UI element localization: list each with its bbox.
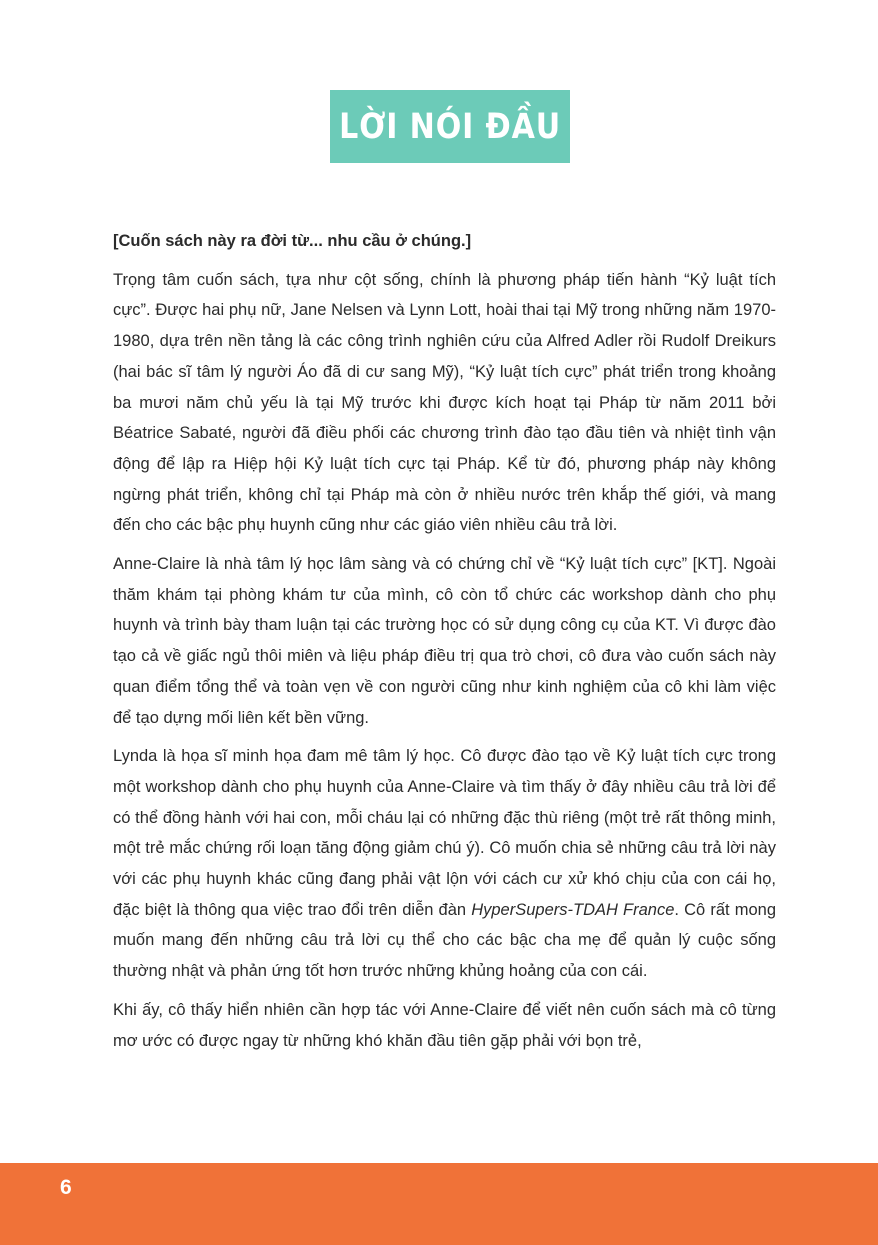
chapter-title-banner <box>330 90 570 163</box>
forum-name: HyperSupers-TDAH France <box>471 900 675 919</box>
body-text <box>113 226 776 1064</box>
paragraph-2: Anne-Claire là nhà tâm lý học lâm sàng và có chứng chỉ về “Kỷ luật tích cực” [KT]. Ngoài thăm khám tại phòng khám tư của mình, cô còn tổ chức các workshop dành cho phụ huynh và trình bày tham luận tại các trường học có sử dụng công cụ của KT. Vì được đào tạo cả về giấc ngủ thôi miên và liệu pháp điều trị qua trò chơi, cô đưa vào cuốn sách này quan điểm tổng thể và toàn vẹn về con người cũng như kinh nghiệm của cô khi làm việc để tạo dựng mối liên kết bền vững. <box>113 555 776 727</box>
page-number: 6 <box>60 1176 72 1199</box>
paragraph-3-text-end: . Cô rất mong muốn mang đến những câu trả lời cụ thể cho các bậc cha mẹ để quản lý cuộc sống thường nhật và phản ứng tốt hơn trước những khủng hoảng của con cái. <box>113 900 776 981</box>
chapter-title: LỜI NÓI ĐẦU <box>338 106 562 147</box>
page-footer-band <box>0 1163 878 1245</box>
paragraph-1: Trọng tâm cuốn sách, tựa như cột sống, chính là phương pháp tiến hành “Kỷ luật tích cực”. Được hai phụ nữ, Jane Nelsen và Lynn Lott, hoài thai tại Mỹ trong những năm 1970-1980, dựa trên nền tảng là các công trình nghiên cứu của Alfred Adler rồi Rudolf Dreikurs (hai bác sĩ tâm lý người Áo đã di cư sang Mỹ), “Kỷ luật tích cực” phát triển trong khoảng ba mươi năm chủ yếu là tại Mỹ trước khi được kích hoạt tại Pháp từ năm 2011 bởi Béatrice Sabaté, người đã điều phối các chương trình đào tạo đầu tiên và nhiệt tình vận động để lập ra Hiệp hội Kỷ luật tích cực tại Pháp. Kể từ đó, phương pháp này không ngừng phát triển, không chỉ tại Pháp mà còn ở nhiều nước trên khắp thế giới, và mang đến cho các bậc phụ huynh cũng như các giáo viên nhiều câu trả lời. <box>113 270 776 535</box>
paragraph-3-text-start: Lynda là họa sĩ minh họa đam mê tâm lý học. Cô được đào tạo về Kỷ luật tích cực trong một workshop dành cho phụ huynh của Anne-Claire và tìm thấy ở đây nhiều câu trả lời để có thể đồng hành với hai con, mỗi cháu lại có những đặc thù riêng (một trẻ rất thông minh, một trẻ mắc chứng rối loạn tăng động giảm chú ý). Cô muốn chia sẻ những câu trả lời này với các phụ huynh khác cũng đang phải vật lộn với cách cư xử khó chịu của con cái họ, đặc biệt là thông qua việc trao đổi trên diễn đàn <box>113 747 776 919</box>
intro-lead: [Cuốn sách này ra đời từ... nhu cầu ở chúng.] <box>113 232 472 250</box>
paragraph-4: Khi ấy, cô thấy hiển nhiên cần hợp tác với Anne-Claire để viết nên cuốn sách mà cô từng mơ ước có được ngay từ những khó khăn đầu tiên gặp phải với bọn trẻ, <box>113 1000 776 1050</box>
paragraph-3 <box>113 741 776 987</box>
